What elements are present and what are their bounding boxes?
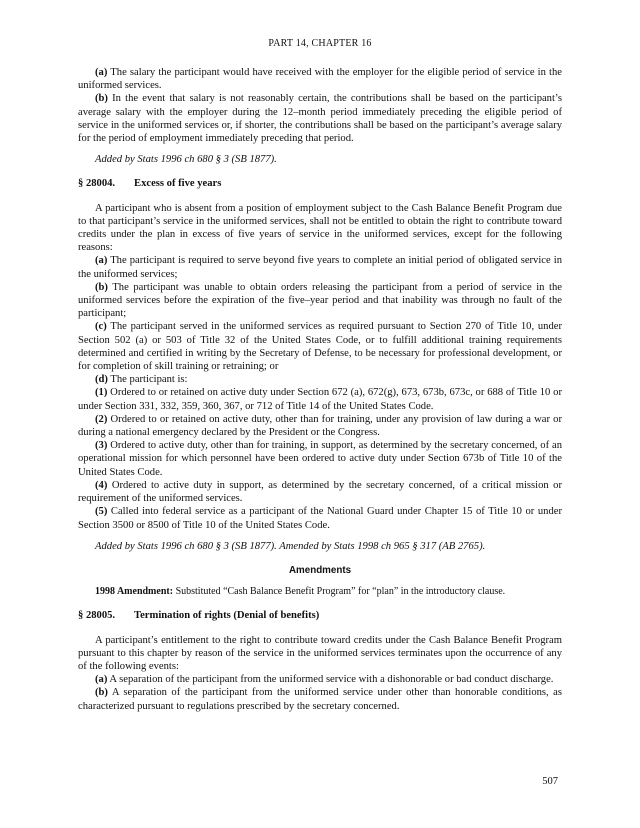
paragraph-28004-item — [78, 505, 562, 531]
paragraph-28003-b — [78, 92, 562, 145]
paragraph-28003-a — [78, 66, 562, 92]
section-number: § 28005. — [78, 610, 116, 622]
paragraph-28004-item — [78, 320, 562, 373]
paragraph-28004-item — [78, 254, 562, 280]
item-text: Ordered to active duty, other than for training, in support, as determined by the secretary concerned, of an operational mission for which personnel have been ordered to active duty under Section 673b of Title 10 of the United States Code. — [78, 440, 562, 478]
item-label: (d) — [95, 374, 108, 386]
amendment-label: 1998 Amendment: — [95, 586, 174, 598]
section-title: Termination of rights (Denial of benefits) — [134, 610, 320, 622]
paragraph-28004-item — [78, 479, 562, 505]
amendment-text: Substituted “Cash Balance Benefit Program” for “plan” in the introductory clause. — [173, 586, 506, 598]
item-label: (5) — [95, 506, 108, 518]
item-text: The salary the participant would have received with the employer for the eligible period of service in the uniformed services. — [78, 67, 562, 92]
item-text: In the event that salary is not reasonably certain, the contributions shall be based on the participant’s average salary with the employer during the 12–month period immediately preceding the eligible period of service in the uniformed services or, if shorter, the contributions shall be based on the participant’s average salary for the period of employment immediately preceding that period. — [78, 93, 562, 145]
item-text: The participant served in the uniformed services as required pursuant to Section 270 of Title 10, under Section 502 (a) or 503 of Title 32 of the United States Code, or to fulfill additional training requirements determined and certified in writing by the Secretary of Defense, to be necessary for professional development, or for completion of skill training or retraining; or — [78, 321, 562, 373]
paragraph-28004-intro: A participant who is absent from a position of employment subject to the Cash Balance Benefit Program due to that participant’s service in the uniformed services, shall not be entitled to obtain the right to contribute toward credits under the plan in excess of five years of service in the uniformed services, except for the following reasons: — [78, 202, 562, 254]
item-text: Called into federal service as a participant of the National Guard under Chapter 15 of Title 10 or under Section 3500 or 8500 of Title 10 of the United States Code. — [78, 506, 562, 531]
section-title: Excess of five years — [134, 178, 222, 190]
paragraph-28004-item — [78, 373, 562, 386]
section-heading-28004 — [78, 177, 562, 190]
item-text: The participant is required to serve beyond five years to complete an initial period of obligated service in the uniformed services; — [78, 255, 562, 280]
item-text: Ordered to or retained on active duty, other than for training, under any provision of law during a war or during a national emergency declared by the President or the Congress. — [78, 413, 562, 439]
item-label: (1) — [95, 387, 108, 399]
paragraph-28004-item — [78, 439, 562, 479]
item-label: (a) — [95, 674, 108, 686]
item-text: A separation of the participant from the uniformed service under other than honorable conditions, as characterized pursuant to regulations prescribed by the secretary concerned. — [78, 687, 562, 712]
section-heading-28005 — [78, 609, 562, 622]
section-number: § 28004. — [78, 178, 116, 190]
item-text: Ordered to or retained on active duty under Section 672 (a), 672(g), 673, 673b, 673c, or 688 of Title 10 or under Section 331, 332, 359, 360, 367, or 712 of Title 14 of the United States Code. — [78, 387, 562, 412]
amendment-note — [78, 585, 562, 598]
item-label: (a) — [95, 67, 108, 78]
item-label: (b) — [95, 93, 108, 105]
paragraph-28004-item — [78, 413, 562, 439]
paragraph-28004-item — [78, 281, 562, 321]
paragraph-28005-intro: A participant’s entitlement to the right to contribute toward credits under the Cash Balance Benefit Program pursuant to this chapter by reason of the service in the uniformed services terminates upon the occurrence of any of the following events: — [78, 634, 562, 672]
page-body — [78, 66, 562, 713]
paragraph-28005-item — [78, 686, 562, 712]
amendments-heading: Amendments — [288, 564, 352, 576]
citation-28004: Added by Stats 1996 ch 680 § 3 (SB 1877). Amended by Stats 1998 ch 965 § 317 (AB 2765). — [95, 540, 486, 552]
item-text: The participant is: — [107, 374, 188, 386]
running-header: PART 14, CHAPTER 16 — [268, 38, 372, 49]
item-text: Ordered to active duty in support, as determined by the secretary concerned, of a critical mission or requirement of the uniformed services. — [78, 479, 562, 505]
page-number: 507 — [542, 776, 558, 787]
paragraph-28005-item — [78, 673, 562, 686]
citation-28003: Added by Stats 1996 ch 680 § 3 (SB 1877). — [95, 154, 277, 166]
item-label: (a) — [95, 255, 108, 267]
item-label: (c) — [95, 321, 107, 333]
paragraph-28004-item — [78, 386, 562, 412]
item-label: (4) — [95, 479, 108, 491]
item-label: (3) — [95, 440, 108, 452]
item-label: (2) — [95, 413, 108, 425]
item-label: (b) — [95, 687, 108, 699]
item-text: A separation of the participant from the uniformed service with a dishonorable or bad conduct discharge. — [107, 674, 554, 686]
item-text: The participant was unable to obtain orders releasing the participant from a period of service in the uniformed services before the expiration of the five–year period and that inability was through no fault of the participant; — [78, 281, 562, 320]
item-label: (b) — [95, 281, 108, 293]
